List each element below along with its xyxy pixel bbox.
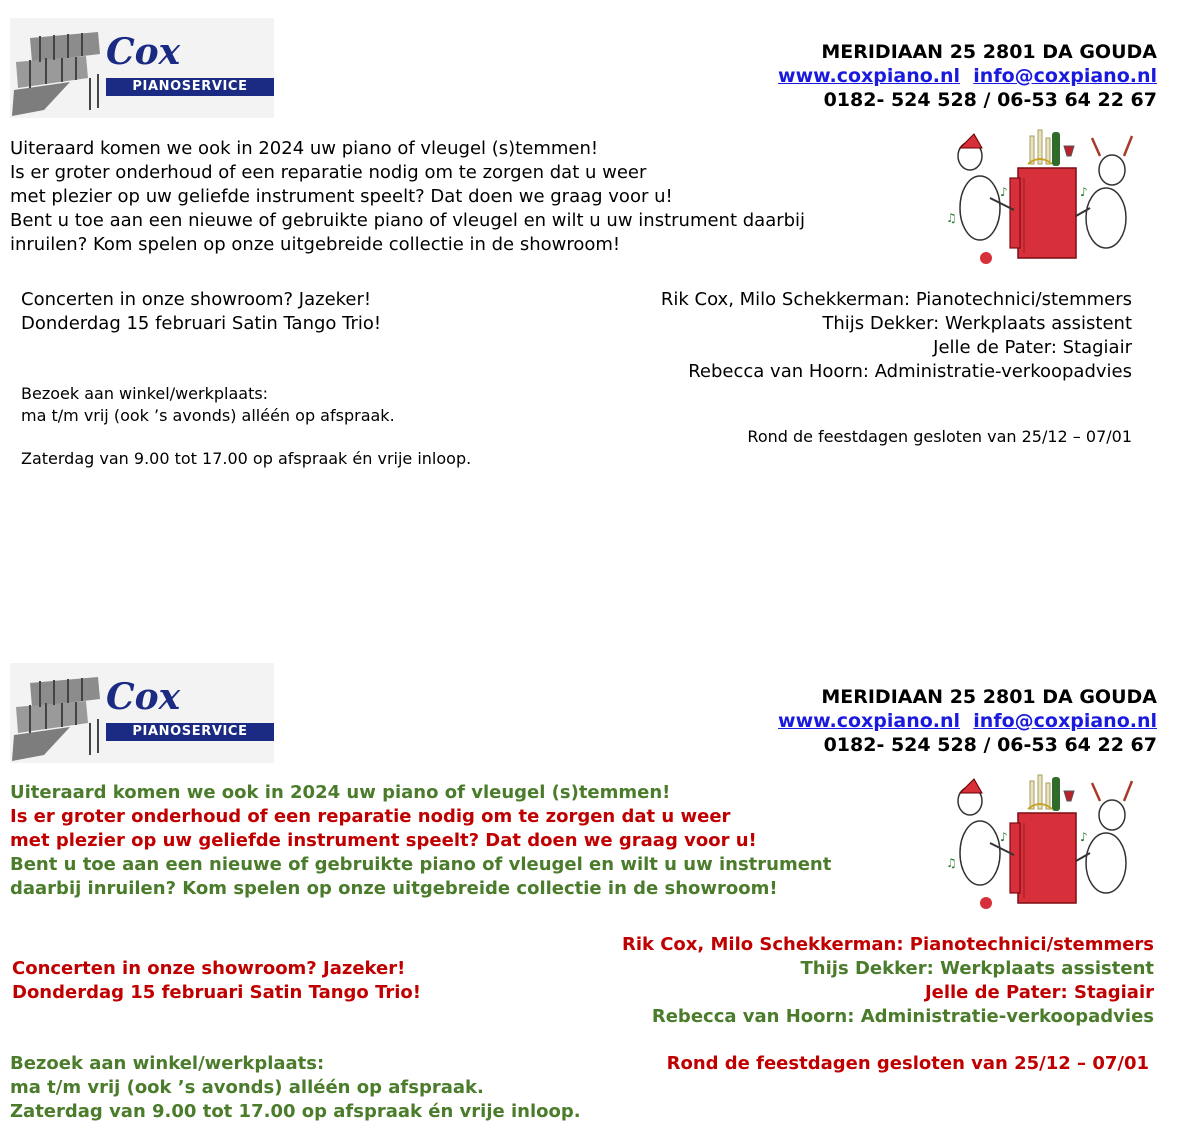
concerts-line: Donderdag 15 februari Satin Tango Trio! (12, 982, 421, 1003)
concerts-block (21, 288, 381, 336)
intro-line: Bent u toe aan een nieuwe of gebruikte piano of vleugel en wilt u uw instrument daarbij (10, 210, 806, 231)
visit-line: Bezoek aan winkel/werkplaats: (10, 1053, 325, 1074)
visit-line: Zaterdag van 9.00 tot 17.00 op afspraak én vrije inloop. (10, 1101, 581, 1122)
logo-wordmark: Cox (106, 676, 181, 718)
intro-text (10, 781, 831, 901)
address: MERIDIAAN 25 2801 DA GOUDA (821, 41, 1157, 63)
logo-wordmark: Cox (106, 31, 181, 73)
staff-block (622, 933, 1154, 1029)
staff-line: Rebecca van Hoorn: Administratie-verkoopadvies (688, 361, 1132, 382)
intro-line: Is er groter onderhoud of een reparatie nodig om te zorgen dat u weer (10, 162, 647, 183)
visit-line: Bezoek aan winkel/werkplaats: (21, 384, 269, 403)
concerts-block (12, 957, 421, 1005)
staff-line: Jelle de Pater: Stagiair (933, 337, 1132, 358)
staff-line: Rebecca van Hoorn: Administratie-verkoopadvies (651, 1006, 1154, 1027)
staff-line: Rik Cox, Milo Schekkerman: Pianotechnici/stemmers (660, 289, 1132, 310)
svg-text:♫: ♫ (946, 856, 957, 870)
concerts-line: Donderdag 15 februari Satin Tango Trio! (21, 313, 382, 334)
address: MERIDIAAN 25 2801 DA GOUDA (821, 686, 1157, 708)
staff-block (661, 288, 1132, 384)
intro-line: Uiteraard komen we ook in 2024 uw piano of vleugel (s)temmen! (10, 138, 599, 159)
holiday-notice: Rond de feestdagen gesloten van 25/12 – 07/01 (666, 1053, 1149, 1074)
email-link[interactable]: info@coxpiano.nl (973, 710, 1157, 732)
visit-line: ma t/m vrij (ook ’s avonds) alléén op afspraak. (21, 406, 395, 425)
flyer-version-plain (0, 0, 1182, 560)
holiday-notice: Rond de feestdagen gesloten van 25/12 – 07/01 (747, 427, 1132, 446)
cox-logo (10, 663, 274, 763)
concerts-line: Concerten in onze showroom? Jazeker! (21, 289, 372, 310)
staff-line: Thijs Dekker: Werkplaats assistent (822, 313, 1132, 334)
phone: 0182- 524 528 / 06-53 64 22 67 (823, 89, 1157, 111)
staff-line: Jelle de Pater: Stagiair (924, 982, 1154, 1003)
svg-text:♫: ♫ (946, 211, 957, 225)
christmas-piano-cartoon-icon (940, 118, 1140, 268)
intro-line: met plezier op uw geliefde instrument speelt? Dat doen we graag voor u! (10, 186, 673, 207)
svg-text:♪: ♪ (1080, 185, 1088, 199)
svg-text:♪: ♪ (1000, 185, 1008, 199)
flyer-version-colored (0, 645, 1182, 1140)
website-link[interactable]: www.coxpiano.nl (778, 65, 961, 87)
intro-line: Bent u toe aan een nieuwe of gebruikte piano of vleugel en wilt u uw instrument (10, 854, 832, 875)
intro-line: inruilen? Kom spelen op onze uitgebreide collectie in de showroom! (10, 234, 621, 255)
phone: 0182- 524 528 / 06-53 64 22 67 (823, 734, 1157, 756)
intro-line: met plezier op uw geliefde instrument speelt? Dat doen we graag voor u! (10, 830, 757, 851)
intro-line: Uiteraard komen we ook in 2024 uw piano of vleugel (s)temmen! (10, 782, 671, 803)
visit-block (21, 383, 395, 427)
intro-line: Is er groter onderhoud of een reparatie nodig om te zorgen dat u weer (10, 806, 731, 827)
svg-text:♪: ♪ (1000, 830, 1008, 844)
intro-text (10, 137, 805, 257)
staff-line: Thijs Dekker: Werkplaats assistent (800, 958, 1154, 979)
piano-keys-logo-icon (10, 18, 106, 118)
cox-logo (10, 18, 274, 118)
logo-subtitle: PIANOSERVICE (106, 723, 274, 741)
email-link[interactable]: info@coxpiano.nl (973, 65, 1157, 87)
logo-subtitle: PIANOSERVICE (106, 78, 274, 96)
visit-line: ma t/m vrij (ook ’s avonds) alléén op afspraak. (10, 1077, 484, 1098)
christmas-piano-cartoon-icon (940, 763, 1140, 913)
contact-block (778, 40, 1157, 112)
svg-text:♪: ♪ (1080, 830, 1088, 844)
visit-block (10, 1052, 581, 1124)
piano-keys-logo-icon (10, 663, 106, 763)
concerts-line: Concerten in onze showroom? Jazeker! (12, 958, 406, 979)
staff-line: Rik Cox, Milo Schekkerman: Pianotechnici/stemmers (621, 934, 1154, 955)
intro-line: daarbij inruilen? Kom spelen op onze uitgebreide collectie in de showroom! (10, 878, 778, 899)
contact-block (778, 685, 1157, 757)
saturday-hours: Zaterdag van 9.00 tot 17.00 op afspraak én vrije inloop. (21, 449, 472, 468)
website-link[interactable]: www.coxpiano.nl (778, 710, 961, 732)
